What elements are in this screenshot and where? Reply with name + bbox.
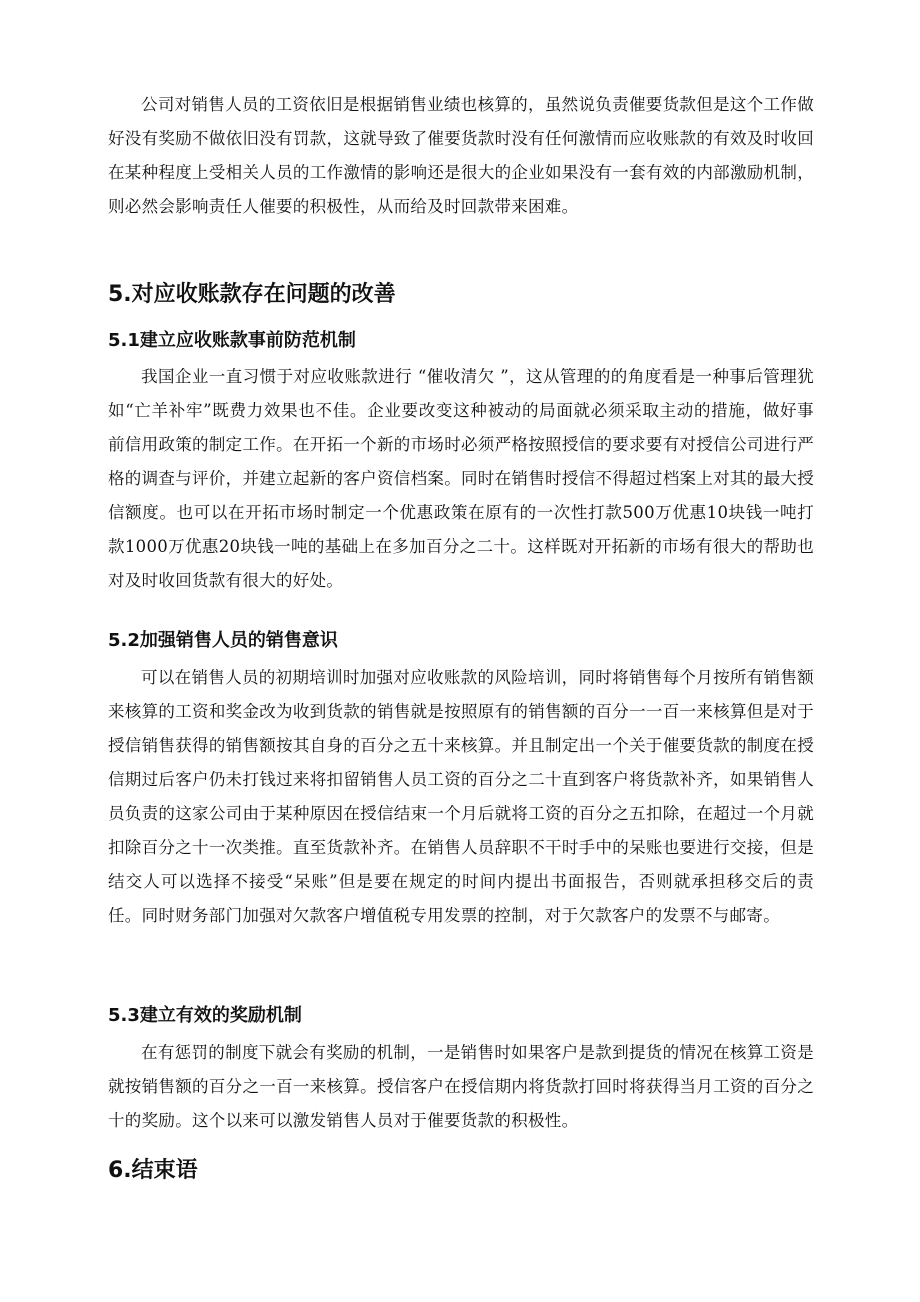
section-5-3-heading: 5.3建立有效的奖励机制 (108, 1005, 302, 1026)
section-5-1-paragraph: 我国企业一直习惯于对应收账款进行 “催收清欠 ”，这从管理的的角度看是一种事后管理犹如“亡羊补牢”既费力效果也不佳。企业要改变这种被动的局面就必须采取主动的措施，做好事前信用政策的制定工作。在开拓一个新的市场时必须严格按照授信的要求要有对授信公司进行严格的调查与评价，并建立起新的客户资信档案。同时在销售时授信不得超过档案上对其的最大授信额度。也可以在开拓市场时制定一个优惠政策在原有的一次性打款500万优惠10块钱一吨打款1000万优惠20块钱一吨的基础上在多加百分之二十。这样既对开拓新的市场有很大的帮助也对及时收回货款有很大的好处。 (108, 367, 814, 590)
section-5-2-heading: 5.2加强销售人员的销售意识 (108, 630, 338, 651)
section-5-1-heading: 5.1建立应收账款事前防范机制 (108, 330, 356, 351)
section-5-heading: 5.对应收账款存在问题的改善 (108, 282, 396, 307)
section-5-3-paragraph: 在有惩罚的制度下就会有奖励的机制，一是销售时如果客户是款到提货的情况在核算工资是就按销售额的百分之一百一来核算。授信客户在授信期内将货款打回时将获得当月工资的百分之十的奖励。这个以来可以激发销售人员对于催要货款的积极性。 (108, 1043, 814, 1130)
intro-paragraph: 公司对销售人员的工资依旧是根据销售业绩也核算的，虽然说负责催要货款但是这个工作做好没有奖励不做依旧没有罚款，这就导致了催要货款时没有任何激情而应收账款的有效及时收回在某种程度上受相关人员的工作激情的影响还是很大的企业如果没有一套有效的内部激励机制，则必然会影响责任人催要的积极性，从而给及时回款带来困难。 (108, 95, 814, 216)
section-5-2-paragraph: 可以在销售人员的初期培训时加强对应收账款的风险培训，同时将销售每个月按所有销售额来核算的工资和奖金改为收到货款的销售就是按照原有的销售额的百分一一百一来核算但是对于授信销售获得的销售额按其自身的百分之五十来核算。并且制定出一个关于催要货款的制度在授信期过后客户仍未打钱过来将扣留销售人员工资的百分之二十直到客户将货款补齐，如果销售人员负责的这家公司由于某种原因在授信结束一个月后就将工资的百分之五扣除，在超过一个月就扣除百分之十一次类推。直至货款补齐。在销售人员辞职不干时手中的呆账也要进行交接，但是结交人可以选择不接受“呆账”但是要在规定的时间内提出书面报告，否则就承担移交后的责任。同时财务部门加强对欠款客户增值税专用发票的控制，对于欠款客户的发票不与邮寄。 (108, 668, 814, 925)
section-6-heading: 6.结束语 (108, 1158, 198, 1183)
